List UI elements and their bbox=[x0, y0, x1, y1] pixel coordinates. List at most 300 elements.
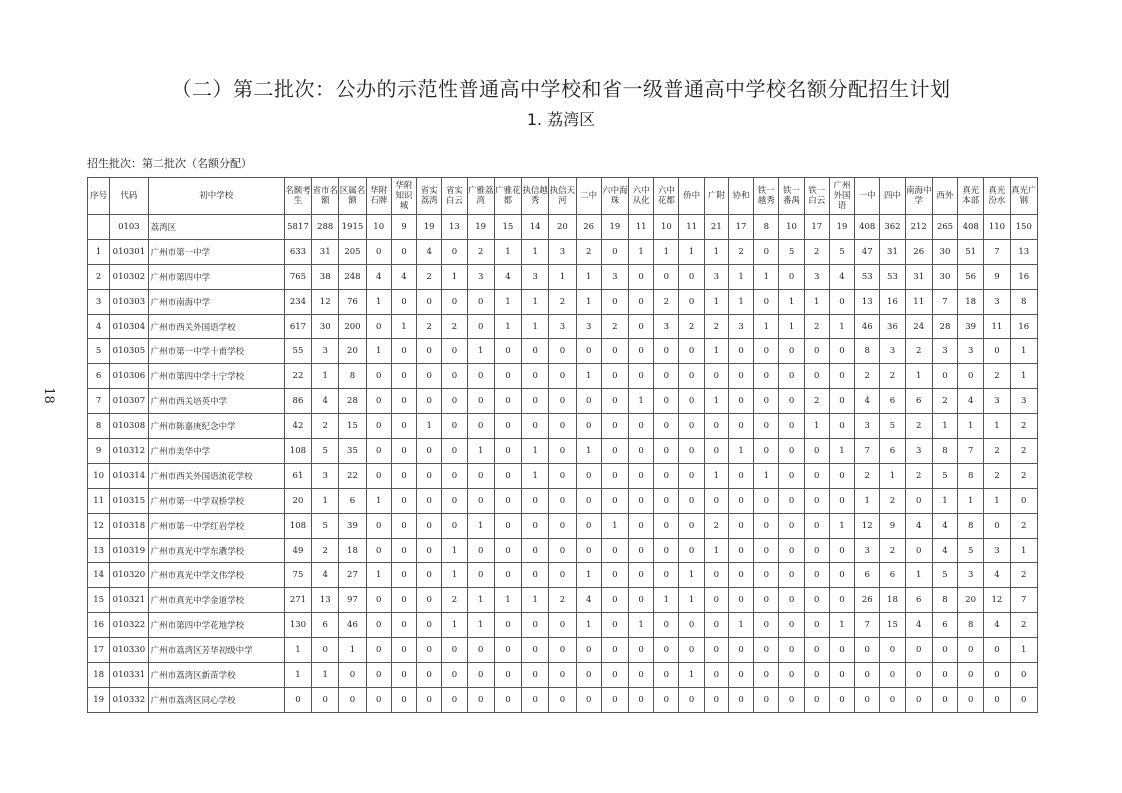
quota-cell: 0 bbox=[905, 687, 932, 712]
quota-cell: 4 bbox=[905, 513, 932, 538]
quota-cell: 1 bbox=[312, 663, 339, 688]
quota-cell: 0 bbox=[391, 389, 416, 414]
row-index-cell: 14 bbox=[88, 563, 110, 588]
quota-cell: 0 bbox=[728, 563, 753, 588]
quota-cell: 0 bbox=[754, 239, 779, 264]
quota-cell: 1 bbox=[549, 264, 576, 289]
quota-cell: 11 bbox=[984, 314, 1010, 339]
quota-cell: 0 bbox=[391, 488, 416, 513]
quota-cell: 19 bbox=[829, 215, 854, 240]
quota-cell: 75 bbox=[284, 563, 311, 588]
quota-cell: 0 bbox=[417, 663, 442, 688]
column-header: 四中 bbox=[880, 178, 905, 215]
quota-cell: 0 bbox=[679, 538, 704, 563]
quota-cell: 6 bbox=[339, 488, 366, 513]
quota-cell: 1 bbox=[654, 239, 679, 264]
quota-cell: 0 bbox=[829, 663, 854, 688]
code-cell: 0103 bbox=[110, 215, 148, 240]
quota-cell: 1 bbox=[284, 638, 311, 663]
quota-cell: 30 bbox=[312, 314, 339, 339]
quota-cell: 212 bbox=[905, 215, 932, 240]
school-name-cell: 广州市荔湾区新苗学校 bbox=[148, 663, 284, 688]
quota-cell: 2 bbox=[1010, 513, 1037, 538]
quota-cell: 19 bbox=[467, 215, 494, 240]
quota-cell: 26 bbox=[905, 239, 932, 264]
quota-cell: 16 bbox=[880, 289, 905, 314]
row-index-cell: 13 bbox=[88, 538, 110, 563]
quota-cell: 0 bbox=[704, 563, 728, 588]
quota-cell: 0 bbox=[654, 364, 679, 389]
column-header: 代码 bbox=[110, 178, 148, 215]
table-row bbox=[88, 314, 1038, 339]
quota-cell: 4 bbox=[958, 389, 984, 414]
quota-cell: 0 bbox=[804, 663, 829, 688]
quota-cell: 0 bbox=[467, 638, 494, 663]
quota-cell: 0 bbox=[494, 613, 521, 638]
quota-cell: 1 bbox=[704, 389, 728, 414]
quota-cell: 3 bbox=[984, 538, 1010, 563]
row-index-cell: 2 bbox=[88, 264, 110, 289]
column-header: 华附知识城 bbox=[391, 178, 416, 215]
quota-cell: 0 bbox=[366, 638, 391, 663]
quota-cell: 0 bbox=[629, 538, 654, 563]
quota-cell: 13 bbox=[442, 215, 467, 240]
quota-cell: 248 bbox=[339, 264, 366, 289]
quota-cell: 0 bbox=[728, 414, 753, 439]
quota-cell: 1 bbox=[704, 339, 728, 364]
quota-cell: 5 bbox=[932, 463, 957, 488]
column-header: 省实白云 bbox=[442, 178, 467, 215]
quota-cell: 0 bbox=[932, 638, 957, 663]
table-row bbox=[88, 538, 1038, 563]
quota-cell: 6 bbox=[932, 613, 957, 638]
quota-cell: 0 bbox=[442, 687, 467, 712]
quota-cell: 0 bbox=[804, 488, 829, 513]
school-name-cell: 广州市第一中学双桥学校 bbox=[148, 488, 284, 513]
quota-cell: 0 bbox=[601, 339, 628, 364]
quota-cell: 0 bbox=[494, 513, 521, 538]
quota-cell: 0 bbox=[728, 663, 753, 688]
quota-cell: 1 bbox=[704, 463, 728, 488]
quota-cell: 0 bbox=[391, 588, 416, 613]
quota-cell: 2 bbox=[417, 314, 442, 339]
quota-cell: 0 bbox=[417, 289, 442, 314]
quota-cell: 3 bbox=[804, 264, 829, 289]
quota-cell: 2 bbox=[1010, 613, 1037, 638]
quota-cell: 1 bbox=[366, 339, 391, 364]
quota-cell: 0 bbox=[467, 563, 494, 588]
quota-cell: 9 bbox=[984, 264, 1010, 289]
quota-cell: 1 bbox=[442, 613, 467, 638]
quota-cell: 3 bbox=[522, 264, 549, 289]
quota-cell: 0 bbox=[576, 538, 601, 563]
quota-cell: 0 bbox=[494, 638, 521, 663]
quota-cell: 765 bbox=[284, 264, 311, 289]
quota-cell: 1 bbox=[601, 513, 628, 538]
quota-cell: 0 bbox=[442, 364, 467, 389]
column-header: 铁一番禺 bbox=[779, 178, 804, 215]
quota-cell: 2 bbox=[704, 314, 728, 339]
quota-cell: 0 bbox=[629, 638, 654, 663]
quota-cell: 0 bbox=[728, 538, 753, 563]
quota-cell: 0 bbox=[417, 364, 442, 389]
quota-cell: 49 bbox=[284, 538, 311, 563]
quota-cell: 1 bbox=[1010, 339, 1037, 364]
quota-cell: 0 bbox=[754, 364, 779, 389]
code-cell: 010303 bbox=[110, 289, 148, 314]
quota-cell: 0 bbox=[829, 389, 854, 414]
quota-cell: 0 bbox=[958, 364, 984, 389]
quota-cell: 8 bbox=[339, 364, 366, 389]
quota-cell: 0 bbox=[442, 339, 467, 364]
quota-cell: 1 bbox=[522, 439, 549, 464]
quota-cell: 15 bbox=[880, 613, 905, 638]
row-index-cell: 7 bbox=[88, 389, 110, 414]
quota-cell: 3 bbox=[958, 339, 984, 364]
school-name-cell: 广州市真光中学文伟学校 bbox=[148, 563, 284, 588]
quota-cell: 0 bbox=[417, 389, 442, 414]
quota-cell: 4 bbox=[932, 538, 957, 563]
quota-cell: 0 bbox=[654, 264, 679, 289]
quota-cell: 6 bbox=[880, 563, 905, 588]
column-header: 执信越秀 bbox=[522, 178, 549, 215]
quota-cell: 0 bbox=[679, 364, 704, 389]
quota-cell: 0 bbox=[522, 513, 549, 538]
column-header: 省实荔湾 bbox=[417, 178, 442, 215]
quota-cell: 0 bbox=[494, 364, 521, 389]
quota-cell: 1 bbox=[804, 414, 829, 439]
quota-cell: 5817 bbox=[284, 215, 311, 240]
quota-cell: 0 bbox=[679, 264, 704, 289]
quota-cell: 1 bbox=[1010, 364, 1037, 389]
quota-cell: 0 bbox=[366, 414, 391, 439]
quota-cell: 16 bbox=[1010, 314, 1037, 339]
school-name-cell: 广州市真光中学金道学校 bbox=[148, 588, 284, 613]
school-name-cell: 广州市第一中学 bbox=[148, 239, 284, 264]
quota-cell: 1 bbox=[467, 588, 494, 613]
quota-cell: 0 bbox=[494, 439, 521, 464]
quota-cell: 0 bbox=[442, 389, 467, 414]
quota-cell: 1 bbox=[984, 414, 1010, 439]
quota-cell: 0 bbox=[339, 663, 366, 688]
column-header: 铁一白云 bbox=[804, 178, 829, 215]
quota-cell: 0 bbox=[754, 488, 779, 513]
quota-cell: 0 bbox=[880, 687, 905, 712]
school-name-cell: 广州市第四中学十宁学校 bbox=[148, 364, 284, 389]
quota-cell: 4 bbox=[905, 613, 932, 638]
quota-cell: 31 bbox=[905, 264, 932, 289]
quota-cell: 1 bbox=[494, 314, 521, 339]
quota-cell: 0 bbox=[880, 663, 905, 688]
quota-cell: 1 bbox=[1010, 638, 1037, 663]
district-total-row bbox=[88, 215, 1038, 240]
quota-cell: 0 bbox=[704, 364, 728, 389]
quota-cell: 1 bbox=[754, 264, 779, 289]
quota-cell: 0 bbox=[984, 663, 1010, 688]
quota-cell: 200 bbox=[339, 314, 366, 339]
quota-cell: 4 bbox=[855, 389, 880, 414]
quota-cell: 0 bbox=[576, 339, 601, 364]
quota-cell: 0 bbox=[905, 663, 932, 688]
quota-cell: 110 bbox=[984, 215, 1010, 240]
school-name-cell: 广州市第一中学红岩学校 bbox=[148, 513, 284, 538]
code-cell: 010306 bbox=[110, 364, 148, 389]
table-row bbox=[88, 513, 1038, 538]
quota-cell: 0 bbox=[984, 687, 1010, 712]
code-cell: 010318 bbox=[110, 513, 148, 538]
quota-cell: 1 bbox=[905, 364, 932, 389]
quota-cell: 1 bbox=[366, 488, 391, 513]
quota-cell: 0 bbox=[855, 663, 880, 688]
quota-cell: 0 bbox=[728, 638, 753, 663]
quota-cell: 1 bbox=[958, 488, 984, 513]
quota-cell: 0 bbox=[549, 389, 576, 414]
quota-cell: 0 bbox=[576, 389, 601, 414]
quota-cell: 1 bbox=[779, 289, 804, 314]
quota-cell: 4 bbox=[391, 264, 416, 289]
quota-cell: 0 bbox=[417, 687, 442, 712]
quota-cell: 2 bbox=[905, 463, 932, 488]
quota-cell: 1 bbox=[494, 239, 521, 264]
row-index-cell: 16 bbox=[88, 613, 110, 638]
table-row bbox=[88, 638, 1038, 663]
code-cell: 010307 bbox=[110, 389, 148, 414]
quota-cell: 0 bbox=[417, 563, 442, 588]
quota-cell: 4 bbox=[312, 563, 339, 588]
quota-cell: 0 bbox=[629, 264, 654, 289]
quota-cell: 0 bbox=[704, 613, 728, 638]
quota-cell: 1 bbox=[629, 613, 654, 638]
quota-cell: 2 bbox=[984, 439, 1010, 464]
quota-cell: 6 bbox=[855, 563, 880, 588]
quota-cell: 13 bbox=[1010, 239, 1037, 264]
quota-cell: 0 bbox=[391, 513, 416, 538]
column-header: 执信天河 bbox=[549, 178, 576, 215]
quota-cell: 0 bbox=[417, 538, 442, 563]
quota-cell: 0 bbox=[366, 687, 391, 712]
column-header: 铁一越秀 bbox=[754, 178, 779, 215]
quota-cell: 0 bbox=[629, 314, 654, 339]
quota-cell: 1 bbox=[522, 239, 549, 264]
quota-cell: 0 bbox=[654, 638, 679, 663]
quota-cell: 39 bbox=[339, 513, 366, 538]
quota-cell: 2 bbox=[855, 463, 880, 488]
quota-cell: 0 bbox=[494, 339, 521, 364]
quota-cell: 0 bbox=[522, 389, 549, 414]
quota-cell: 0 bbox=[494, 563, 521, 588]
quota-cell: 2 bbox=[984, 463, 1010, 488]
quota-cell: 0 bbox=[829, 638, 854, 663]
table-row bbox=[88, 364, 1038, 389]
quota-cell: 2 bbox=[728, 239, 753, 264]
quota-cell: 0 bbox=[932, 364, 957, 389]
quota-cell: 4 bbox=[829, 264, 854, 289]
quota-cell: 0 bbox=[754, 613, 779, 638]
quota-cell: 0 bbox=[601, 364, 628, 389]
quota-cell: 0 bbox=[728, 588, 753, 613]
quota-cell: 0 bbox=[754, 439, 779, 464]
quota-cell: 1 bbox=[984, 488, 1010, 513]
quota-cell: 0 bbox=[779, 638, 804, 663]
quota-cell: 0 bbox=[654, 488, 679, 513]
quota-cell: 1 bbox=[576, 264, 601, 289]
quota-cell: 1 bbox=[679, 588, 704, 613]
quota-cell: 1 bbox=[905, 563, 932, 588]
school-name-cell: 广州市西关培英中学 bbox=[148, 389, 284, 414]
quota-cell: 0 bbox=[728, 364, 753, 389]
quota-cell: 0 bbox=[905, 638, 932, 663]
column-header: 二中 bbox=[576, 178, 601, 215]
table-row bbox=[88, 563, 1038, 588]
quota-cell: 0 bbox=[366, 314, 391, 339]
quota-cell: 1 bbox=[679, 663, 704, 688]
quota-cell: 0 bbox=[601, 463, 628, 488]
quota-cell: 0 bbox=[549, 439, 576, 464]
quota-cell: 0 bbox=[779, 389, 804, 414]
quota-cell: 0 bbox=[442, 463, 467, 488]
quota-cell: 0 bbox=[391, 439, 416, 464]
quota-cell: 1 bbox=[284, 663, 311, 688]
quota-cell: 0 bbox=[679, 439, 704, 464]
quota-cell: 2 bbox=[880, 364, 905, 389]
quota-cell: 0 bbox=[958, 638, 984, 663]
quota-cell: 0 bbox=[494, 687, 521, 712]
quota-cell: 0 bbox=[576, 414, 601, 439]
quota-cell: 0 bbox=[417, 588, 442, 613]
row-index-cell: 12 bbox=[88, 513, 110, 538]
quota-cell: 17 bbox=[804, 215, 829, 240]
quota-cell: 8 bbox=[1010, 289, 1037, 314]
quota-cell: 234 bbox=[284, 289, 311, 314]
quota-cell: 0 bbox=[804, 588, 829, 613]
quota-cell: 2 bbox=[442, 588, 467, 613]
quota-cell: 0 bbox=[679, 613, 704, 638]
quota-cell: 0 bbox=[679, 289, 704, 314]
quota-cell: 0 bbox=[704, 663, 728, 688]
quota-cell: 0 bbox=[467, 314, 494, 339]
quota-cell: 3 bbox=[467, 264, 494, 289]
table-row bbox=[88, 488, 1038, 513]
row-index-cell: 11 bbox=[88, 488, 110, 513]
quota-cell: 0 bbox=[366, 364, 391, 389]
quota-cell: 1 bbox=[804, 289, 829, 314]
quota-cell: 0 bbox=[704, 588, 728, 613]
quota-cell: 0 bbox=[549, 538, 576, 563]
quota-cell: 7 bbox=[1010, 588, 1037, 613]
quota-cell: 3 bbox=[704, 264, 728, 289]
quota-cell: 2 bbox=[932, 389, 957, 414]
quota-cell: 0 bbox=[654, 439, 679, 464]
quota-cell: 0 bbox=[391, 239, 416, 264]
quota-allocation-table bbox=[87, 177, 1038, 713]
quota-cell: 30 bbox=[932, 264, 957, 289]
quota-cell: 0 bbox=[880, 638, 905, 663]
quota-cell: 0 bbox=[654, 687, 679, 712]
row-index-cell bbox=[88, 215, 110, 240]
quota-cell: 0 bbox=[629, 414, 654, 439]
quota-cell: 0 bbox=[829, 289, 854, 314]
quota-cell: 1 bbox=[494, 588, 521, 613]
quota-cell: 1 bbox=[728, 613, 753, 638]
quota-cell: 1 bbox=[522, 289, 549, 314]
row-index-cell: 18 bbox=[88, 663, 110, 688]
quota-cell: 633 bbox=[284, 239, 311, 264]
quota-cell: 28 bbox=[932, 314, 957, 339]
quota-cell: 3 bbox=[984, 389, 1010, 414]
quota-cell: 0 bbox=[467, 389, 494, 414]
quota-cell: 0 bbox=[804, 687, 829, 712]
quota-cell: 0 bbox=[654, 663, 679, 688]
quota-cell: 0 bbox=[467, 663, 494, 688]
quota-cell: 0 bbox=[366, 588, 391, 613]
quota-cell: 0 bbox=[366, 538, 391, 563]
quota-cell: 0 bbox=[391, 687, 416, 712]
quota-cell: 15 bbox=[494, 215, 521, 240]
quota-cell: 0 bbox=[601, 538, 628, 563]
quota-cell: 0 bbox=[522, 563, 549, 588]
code-cell: 010314 bbox=[110, 463, 148, 488]
header-row bbox=[88, 178, 1038, 215]
quota-cell: 1 bbox=[576, 289, 601, 314]
quota-cell: 2 bbox=[679, 314, 704, 339]
quota-cell: 3 bbox=[576, 314, 601, 339]
quota-cell: 2 bbox=[1010, 414, 1037, 439]
quota-cell: 8 bbox=[958, 463, 984, 488]
quota-cell: 3 bbox=[601, 264, 628, 289]
column-header: 真光本部 bbox=[958, 178, 984, 215]
row-index-cell: 19 bbox=[88, 687, 110, 712]
quota-cell: 42 bbox=[284, 414, 311, 439]
table-row bbox=[88, 439, 1038, 464]
quota-cell: 0 bbox=[728, 389, 753, 414]
quota-cell: 1 bbox=[339, 638, 366, 663]
quota-cell: 0 bbox=[494, 414, 521, 439]
quota-cell: 108 bbox=[284, 513, 311, 538]
quota-cell: 0 bbox=[522, 364, 549, 389]
quota-cell: 1 bbox=[629, 389, 654, 414]
quota-cell: 0 bbox=[679, 389, 704, 414]
quota-cell: 0 bbox=[728, 513, 753, 538]
quota-cell: 0 bbox=[467, 488, 494, 513]
quota-cell: 2 bbox=[905, 414, 932, 439]
quota-cell: 3 bbox=[1010, 389, 1037, 414]
quota-cell: 0 bbox=[679, 488, 704, 513]
quota-cell: 6 bbox=[905, 588, 932, 613]
quota-cell: 9 bbox=[880, 513, 905, 538]
quota-cell: 0 bbox=[754, 414, 779, 439]
quota-cell: 0 bbox=[576, 663, 601, 688]
quota-cell: 0 bbox=[576, 638, 601, 663]
quota-cell: 0 bbox=[576, 463, 601, 488]
quota-cell: 1 bbox=[522, 588, 549, 613]
quota-cell: 0 bbox=[467, 687, 494, 712]
quota-cell: 7 bbox=[984, 239, 1010, 264]
quota-cell: 1 bbox=[312, 364, 339, 389]
quota-cell: 4 bbox=[984, 563, 1010, 588]
quota-cell: 0 bbox=[391, 613, 416, 638]
column-header: 六中从化 bbox=[629, 178, 654, 215]
school-name-cell: 广州市第四中学花地学校 bbox=[148, 613, 284, 638]
quota-cell: 2 bbox=[880, 538, 905, 563]
table-body bbox=[88, 215, 1038, 713]
quota-cell: 3 bbox=[855, 538, 880, 563]
quota-cell: 4 bbox=[494, 264, 521, 289]
quota-cell: 0 bbox=[629, 289, 654, 314]
quota-cell: 10 bbox=[366, 215, 391, 240]
quota-cell: 2 bbox=[312, 414, 339, 439]
quota-cell: 0 bbox=[804, 638, 829, 663]
quota-cell: 0 bbox=[549, 364, 576, 389]
